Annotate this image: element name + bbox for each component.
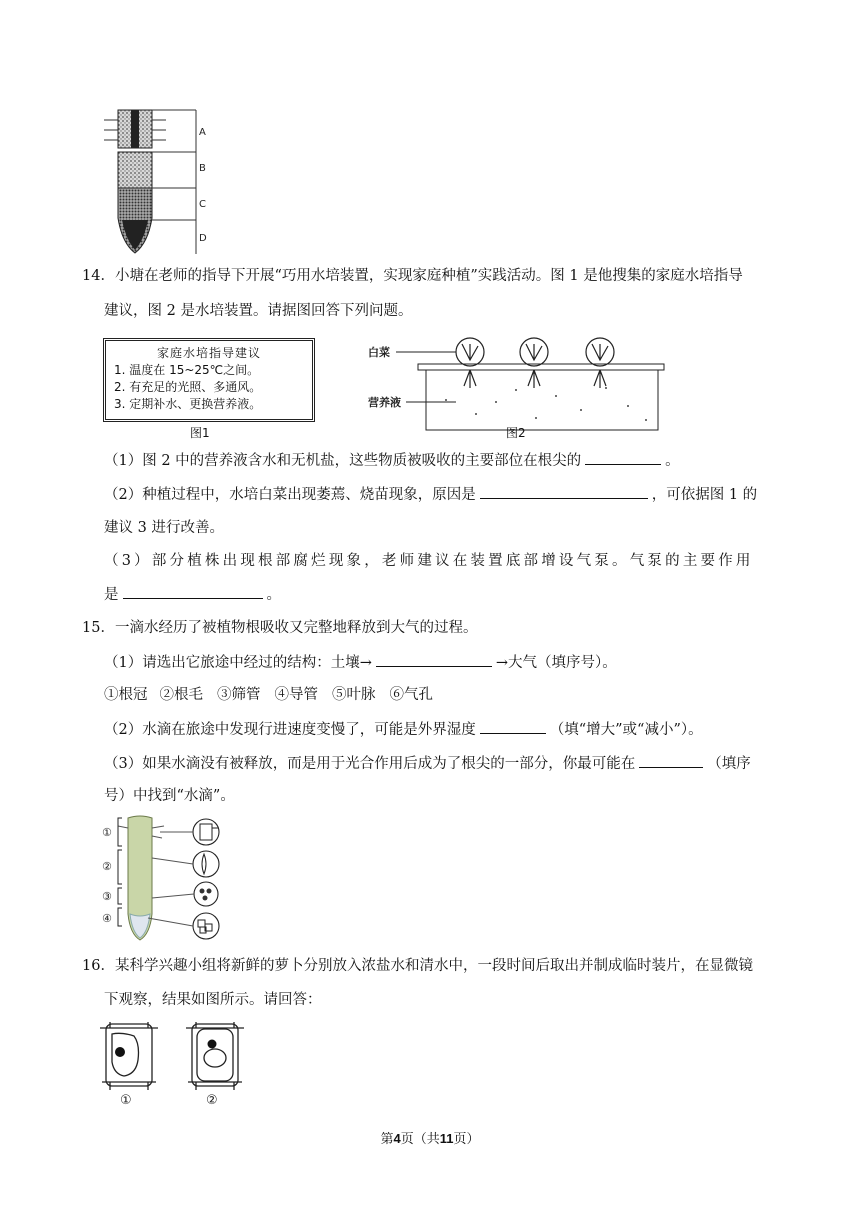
zone-label-a: A bbox=[199, 127, 206, 138]
q14-sub1-end: 。 bbox=[665, 453, 680, 469]
q14-fig2-label-cabbage: 白菜 bbox=[368, 346, 390, 359]
q14-fig2-caption: 图2 bbox=[506, 426, 526, 440]
q15-fig-label-3: ③ bbox=[102, 890, 112, 903]
q14-intro-line1: 14．小塘在老师的指导下开展“巧用水培装置，实现家庭种植”实践活动。图 1 是他搜集的家庭水培指导 bbox=[82, 268, 743, 284]
q15-sub2 bbox=[104, 719, 703, 740]
q14-fig1-box bbox=[103, 338, 315, 422]
q15-option-1: ①根冠 bbox=[104, 687, 148, 703]
q14-sub1-answer-blank[interactable] bbox=[585, 450, 661, 465]
q14-fig1-title: 家庭水培指导建议 bbox=[156, 346, 261, 360]
q14-fig1-item-2: 2. 有充足的光照、多通风。 bbox=[114, 380, 262, 394]
q15-sub1-answer-blank[interactable] bbox=[376, 652, 492, 667]
q15-fig-label-2: ② bbox=[102, 860, 112, 873]
q15-sub2-end: （填“增大”或“减小”）。 bbox=[549, 722, 703, 738]
q15-sub3-line2: 号）中找到“水滴”。 bbox=[104, 788, 235, 804]
q16-line2: 下观察，结果如图所示。请回答： bbox=[104, 992, 322, 1008]
q16-line1: 16．某科学兴趣小组将新鲜的萝卜分别放入浓盐水和清水中，一段时间后取出并制成临时装片，在显微镜 bbox=[82, 958, 753, 974]
q14-sub1 bbox=[104, 450, 680, 471]
q15-fig-label-4: ④ bbox=[102, 912, 112, 925]
q14-sub2-answer-blank[interactable] bbox=[480, 484, 648, 499]
q14-fig1-item-1: 1. 温度在 15~25℃之间。 bbox=[114, 363, 260, 377]
q14-sub2 bbox=[104, 484, 757, 505]
q14-sub1-text: （1）图 2 中的营养液含水和无机盐，这些物质被吸收的主要部位在根尖的 bbox=[104, 453, 582, 469]
q16-fig-label-1: ① bbox=[120, 1093, 132, 1106]
q15-sub3 bbox=[104, 753, 751, 774]
q14-sub3-line2 bbox=[104, 584, 281, 605]
q14-sub3-answer-blank[interactable] bbox=[123, 584, 263, 599]
q14-fig2-label-nutrient: 营养液 bbox=[368, 396, 401, 409]
q15-sub3-end: （填序 bbox=[707, 756, 751, 772]
q15-intro: 15．一滴水经历了被植物根吸收又完整地释放到大气的过程。 bbox=[82, 620, 478, 636]
zone-label-d: D bbox=[199, 233, 207, 244]
page-footer bbox=[0, 1128, 860, 1147]
q15-sub1 bbox=[104, 652, 617, 673]
q15-option-4: ④导管 bbox=[274, 687, 318, 703]
q15-sub3-answer-blank[interactable] bbox=[639, 753, 703, 768]
footer-suffix: 页） bbox=[453, 1132, 480, 1147]
zone-label-b: B bbox=[199, 163, 206, 174]
footer-mid: 页（共 bbox=[400, 1132, 440, 1147]
root-tip-zones-figure bbox=[98, 108, 220, 256]
zone-label-c: C bbox=[199, 199, 206, 210]
q15-sub2-answer-blank[interactable] bbox=[480, 719, 546, 734]
footer-page-number: 4 bbox=[393, 1131, 401, 1146]
q15-option-5: ⑤叶脉 bbox=[332, 687, 376, 703]
q15-sub3-text: （3）如果水滴没有被释放，而是用于光合作用后成为了根尖的一部分，你最可能在 bbox=[104, 756, 636, 772]
q15-sub1-text: （1）请选出它旅途中经过的结构：土壤→ bbox=[104, 655, 372, 671]
q15-option-6: ⑥气孔 bbox=[389, 687, 433, 703]
q14-sub3-text: 是 bbox=[104, 587, 119, 603]
q15-option-2: ②根毛 bbox=[159, 687, 203, 703]
q14-intro-line2: 建议，图 2 是水培装置。请据图回答下列问题。 bbox=[104, 303, 413, 319]
footer-total-pages: 11 bbox=[439, 1131, 454, 1146]
q15-root-tip-figure bbox=[100, 814, 226, 944]
q16-cells-figure bbox=[98, 1020, 248, 1106]
q14-fig1-caption: 图1 bbox=[190, 426, 210, 440]
footer-prefix: 第 bbox=[380, 1132, 394, 1147]
q14-sub2-text: （2）种植过程中，水培白菜出现萎蔫、烧苗现象，原因是 bbox=[104, 487, 476, 503]
q15-sub1-end: →大气（填序号）。 bbox=[495, 655, 617, 671]
q15-options bbox=[104, 685, 433, 705]
q14-sub3-line1: （3）部分植株出现根部腐烂现象，老师建议在装置底部增设气泵。气泵的主要作用 bbox=[104, 553, 754, 569]
q15-sub2-text: （2）水滴在旅途中发现行进速度变慢了，可能是外界湿度 bbox=[104, 722, 476, 738]
q14-fig1-item-3: 3. 定期补水、更换营养液。 bbox=[114, 397, 262, 411]
q16-fig-label-2: ② bbox=[206, 1093, 218, 1106]
q14-fig2-hydroponic-setup bbox=[366, 330, 670, 434]
q14-sub2-line2: 建议 3 进行改善。 bbox=[104, 520, 224, 536]
q14-sub2-end: ，可依据图 1 的 bbox=[651, 487, 758, 503]
q15-option-3: ③筛管 bbox=[217, 687, 261, 703]
q14-sub3-end: 。 bbox=[266, 587, 281, 603]
q15-fig-label-1: ① bbox=[102, 826, 112, 839]
